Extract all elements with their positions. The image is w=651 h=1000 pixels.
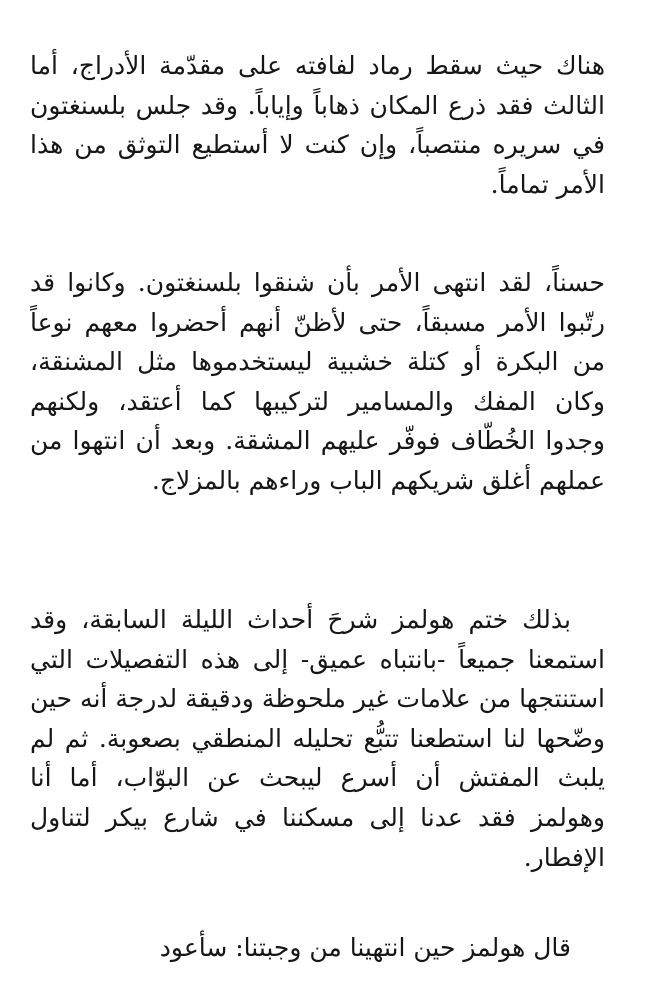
paragraph-1: هناك حيث سقط رماد لفافته على مقدّمة الأدراج، أما الثالث فقد ذرع المكان ذهاباً وإياباً. وقد جلس بلسنغتون في سريره منتصباً، وإن كنت لا أستطيع التوثق من هذا الأمر تماماً. — [30, 51, 605, 199]
paragraph-3: بذلك ختم هولمز شرحَ أحداث الليلة السابقة، وقد استمعنا جميعاً -بانتباه عميق- إلى هذه التفصيلات التي استنتجها من علامات غير ملحوظة ودقيقة لدرجة أنه حين وضّحها لنا استطعنا تتبُّع تحليله المنطقي بصعوبة. ثم لم يلبث المفتش أن أسرع ليبحث عن البوّاب، أما أنا وهولمز فقد عدنا إلى مسكننا في شارع بيكر لتناول الإفطار. — [30, 605, 605, 872]
paragraph-2: حسناً، لقد انتهى الأمر بأن شنقوا بلسنغتون. وكانوا قد رتّبوا الأمر مسبقاً، حتى لأظنّ أنهم أحضروا معهم نوعاً من البكرة أو كتلة خشبية ليستخدموها مثل المشنقة، وكان المفك والمسامير لتركيبها كما أعتقد، ولكنهم وجدوا الخُطّاف فوفّر عليهم المشقة. وبعد أن انتهوا من عملهم أغلق شريكهم الباب وراءهم بالمزلاج. — [30, 268, 605, 495]
paragraph-4: قال هولمز حين انتهينا من وجبتنا: سأعود — [159, 933, 571, 962]
